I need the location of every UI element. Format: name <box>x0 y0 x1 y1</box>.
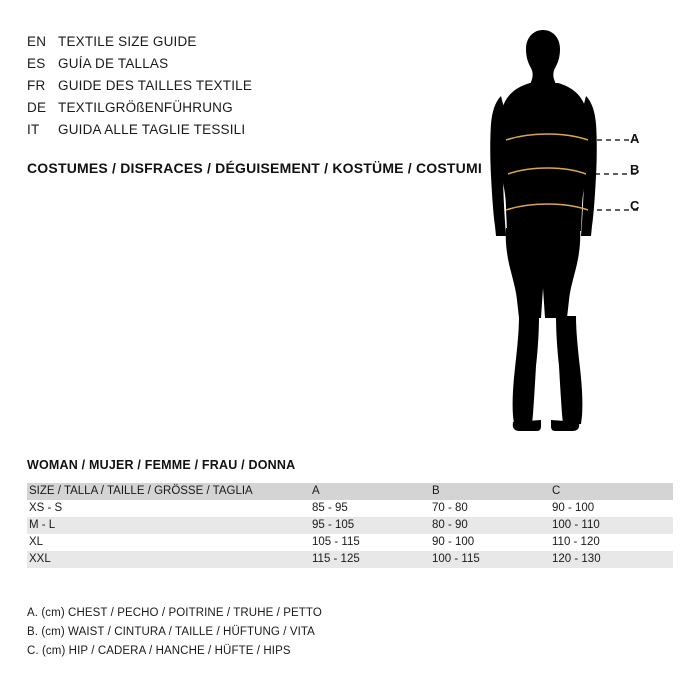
header-size: SIZE / TALLA / TAILLE / GRÖSSE / TAGLIA <box>29 485 253 497</box>
cell-b: 80 - 90 <box>432 519 468 531</box>
table-row <box>27 534 673 551</box>
language-title: TEXTILE SIZE GUIDE <box>58 34 197 49</box>
cell-c: 110 - 120 <box>552 536 600 548</box>
language-row <box>27 34 467 56</box>
language-title: GUIDE DES TAILLES TEXTILE <box>58 78 253 93</box>
cell-c: 100 - 110 <box>552 519 600 531</box>
measure-label-a: A <box>630 131 640 146</box>
legend-line-a: A. (cm) CHEST / PECHO / POITRINE / TRUHE / PETTO <box>27 607 322 619</box>
measure-label-c: C <box>630 198 640 213</box>
table-header-row <box>27 483 673 500</box>
cell-a: 115 - 125 <box>312 553 360 565</box>
cell-c: 120 - 130 <box>552 553 601 565</box>
header-b: B <box>432 485 440 497</box>
legend-line-b: B. (cm) WAIST / CINTURA / TAILLE / HÜFTUNG / VITA <box>27 626 315 638</box>
cell-c: 90 - 100 <box>552 502 595 514</box>
language-title: GUÍA DE TALLAS <box>58 56 169 71</box>
measure-label-b: B <box>630 162 640 177</box>
language-list <box>27 34 467 144</box>
table-section-title: WOMAN / MUJER / FEMME / FRAU / DONNA <box>27 458 296 472</box>
language-code: IT <box>27 122 40 137</box>
table-row <box>27 551 673 568</box>
language-row <box>27 56 467 78</box>
language-row <box>27 100 467 122</box>
language-code: DE <box>27 100 47 115</box>
cell-a: 105 - 115 <box>312 536 360 548</box>
cell-size: XS - S <box>29 502 63 514</box>
language-title: TEXTILGRÖßENFÜHRUNG <box>58 100 233 115</box>
cell-size: XXL <box>29 553 51 565</box>
table-row <box>27 517 673 534</box>
size-table <box>27 483 673 568</box>
cell-size: XL <box>29 536 44 548</box>
cell-b: 100 - 115 <box>432 553 480 565</box>
header-c: C <box>552 485 561 497</box>
language-row <box>27 122 467 144</box>
table-row <box>27 500 673 517</box>
category-line: COSTUMES / DISFRACES / DÉGUISEMENT / KOSTÜME / COSTUMI <box>27 160 482 176</box>
language-code: EN <box>27 34 47 49</box>
header-a: A <box>312 485 320 497</box>
body-figure <box>470 28 670 438</box>
language-row <box>27 78 467 100</box>
cell-size: M - L <box>29 519 56 531</box>
cell-a: 95 - 105 <box>312 519 355 531</box>
language-title: GUIDA ALLE TAGLIE TESSILI <box>58 122 246 137</box>
measurement-legend <box>27 604 322 661</box>
legend-line-c: C. (cm) HIP / CADERA / HANCHE / HÜFTE / HIPS <box>27 645 291 657</box>
cell-b: 70 - 80 <box>432 502 468 514</box>
cell-b: 90 - 100 <box>432 536 475 548</box>
language-code: FR <box>27 78 46 93</box>
cell-a: 85 - 95 <box>312 502 348 514</box>
language-code: ES <box>27 56 46 71</box>
female-silhouette-icon <box>470 28 670 438</box>
